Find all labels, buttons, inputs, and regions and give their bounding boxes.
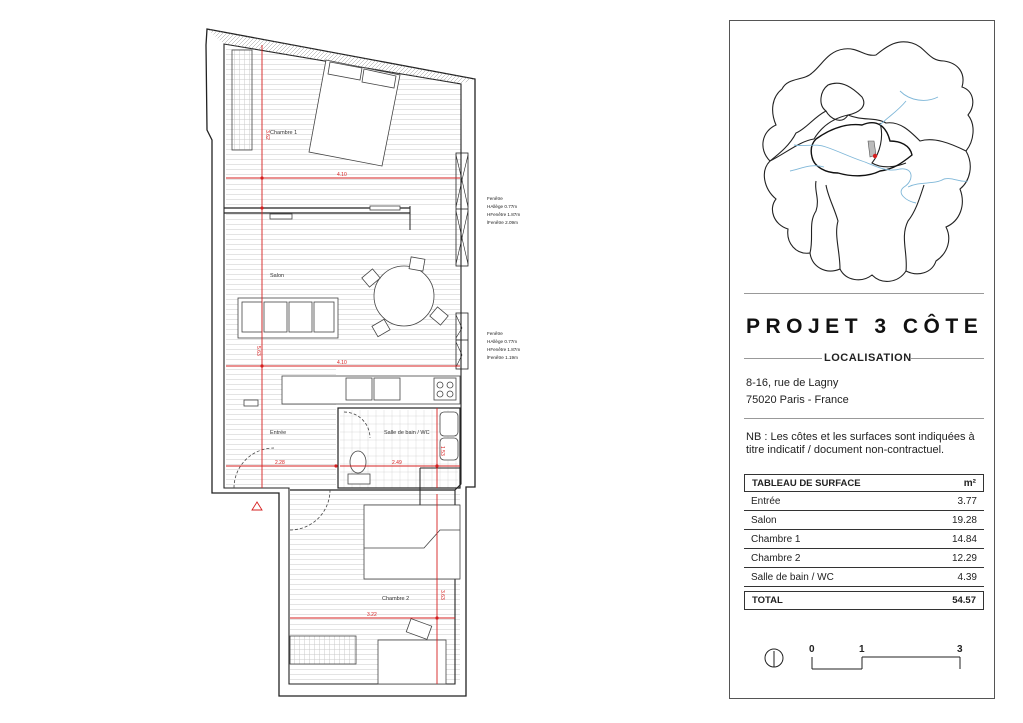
- window-note-title: Fenêtre: [487, 331, 503, 336]
- scale-label-3: 3: [957, 644, 963, 655]
- scale-label-1: 1: [859, 644, 865, 655]
- room-name: Chambre 2: [751, 552, 801, 564]
- room-name: Entrée: [751, 495, 781, 507]
- window-note: HAllège 0.77m: [487, 339, 518, 344]
- room-label-entree: Entrée: [270, 430, 287, 436]
- dimension-label: 5.63: [255, 346, 261, 356]
- dimension-label: 2.49: [392, 460, 402, 466]
- localisation-label: LOCALISATION: [824, 352, 912, 364]
- room-area: 4.39: [957, 571, 977, 583]
- table-header-unit: m²: [963, 477, 976, 489]
- address-line-2: 75020 Paris - France: [746, 394, 849, 406]
- dimension-label: 3.62: [264, 130, 270, 140]
- scale-label-0: 0: [809, 644, 815, 655]
- window-note: HAllège 0.77m: [487, 204, 518, 209]
- dimension-label: 4.10: [337, 172, 347, 178]
- entrance-marker: [252, 502, 262, 510]
- room-name: Salle de bain / WC: [751, 571, 834, 583]
- total-value: 54.57: [952, 595, 976, 606]
- table-header-label: TABLEAU DE SURFACE: [752, 477, 861, 489]
- scale-bar: [730, 21, 996, 700]
- total-label: TOTAL: [752, 595, 783, 606]
- window-note: lFenêtre 2.09m: [487, 220, 518, 225]
- room-area: 19.28: [951, 514, 977, 526]
- project-title: PROJET 3 CÔTE: [746, 315, 984, 338]
- room-area: 3.77: [957, 495, 977, 507]
- window-note: HFenêtre 1.87m: [487, 347, 521, 352]
- room-area: 12.29: [951, 552, 977, 564]
- room-label-chambre1: Chambre 1: [270, 130, 298, 136]
- room-name: Salon: [751, 514, 777, 526]
- dimension-label: 3.63: [439, 590, 445, 600]
- room-label-sdb: Salle de bain / WC: [384, 430, 430, 436]
- dimension-label: 3.22: [367, 612, 377, 618]
- window-note: lFenêtre 1.19m: [487, 355, 518, 360]
- room-area: 14.84: [951, 533, 977, 545]
- disclaimer-note: NB : Les côtes et les surfaces sont indiquées à titre indicatif / document non-contractuel.: [746, 431, 975, 456]
- room-label-chambre2: Chambre 2: [382, 596, 410, 602]
- window-note-title: Fenêtre: [487, 196, 503, 201]
- address-line-1: 8-16, rue de Lagny: [746, 377, 839, 389]
- dimension-label: 4.10: [337, 360, 347, 366]
- info-panel: [729, 20, 995, 699]
- dimension-label: 2.28: [275, 460, 285, 466]
- room-label-salon: Salon: [270, 273, 285, 279]
- dimension-label: 1.53: [439, 446, 445, 456]
- room-name: Chambre 1: [751, 533, 801, 545]
- window-note: HFenêtre 1.87m: [487, 212, 521, 217]
